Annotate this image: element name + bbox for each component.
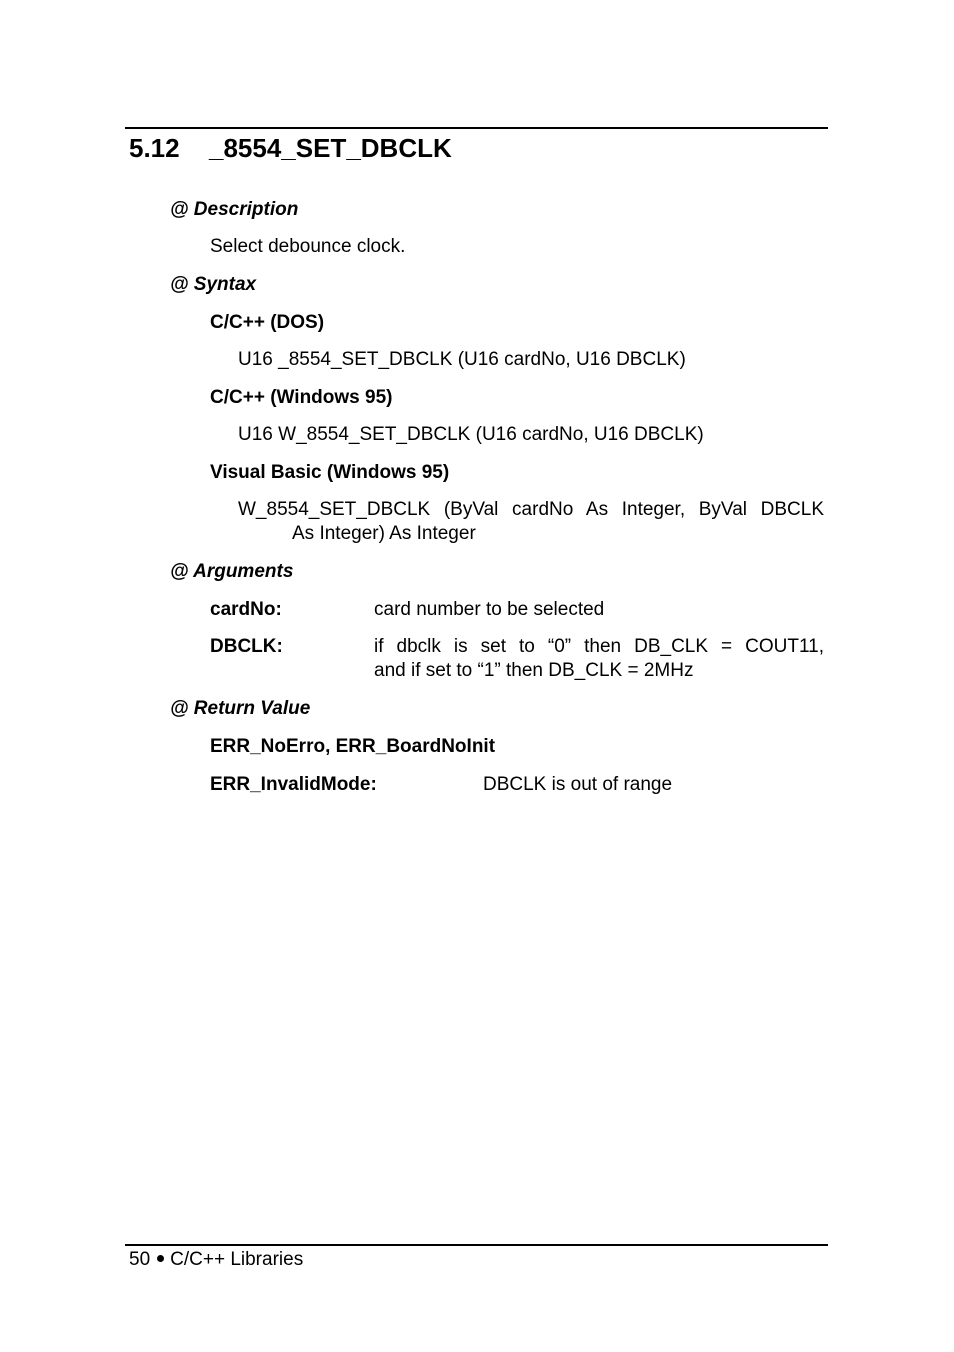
return-invalid-desc: DBCLK is out of range xyxy=(483,774,673,795)
page-footer xyxy=(129,1249,303,1271)
syntax-vb-code-line2: As Integer) As Integer xyxy=(292,523,476,544)
return-codes: ERR_NoErro, ERR_BoardNoInit xyxy=(210,736,496,757)
syntax-dos-code: U16 _8554_SET_DBCLK (U16 cardNo, U16 DBCLK) xyxy=(238,349,686,370)
syntax-win95-code: U16 W_8554_SET_DBCLK (U16 cardNo, U16 DBCLK) xyxy=(238,424,704,445)
argument-name-dbclk: DBCLK: xyxy=(210,636,283,657)
section-number: 5.12 xyxy=(129,133,180,163)
syntax-vb-label: Visual Basic (Windows 95) xyxy=(210,462,450,483)
argument-desc-dbclk-line1: if dbclk is set to “0” then DB_CLK = COUT11, xyxy=(374,636,824,657)
syntax-dos-label: C/C++ (DOS) xyxy=(210,312,325,333)
footer-rule xyxy=(125,1244,828,1246)
argument-name-cardno: cardNo: xyxy=(210,599,282,620)
return-value-heading: @ Return Value xyxy=(170,698,311,719)
footer-section-name: C/C++ Libraries xyxy=(170,1249,304,1270)
syntax-heading: @ Syntax xyxy=(170,274,257,295)
syntax-win95-label: C/C++ (Windows 95) xyxy=(210,387,393,408)
syntax-vb-code-line1: W_8554_SET_DBCLK (ByVal cardNo As Integer, ByVal DBCLK xyxy=(238,499,824,520)
header-rule xyxy=(125,127,828,129)
bullet-icon xyxy=(157,1255,164,1262)
return-invalid-name: ERR_InvalidMode: xyxy=(210,774,377,795)
section-title: _8554_SET_DBCLK xyxy=(209,133,452,163)
description-heading: @ Description xyxy=(170,199,299,220)
page-number: 50 xyxy=(129,1249,151,1270)
argument-desc-dbclk-line2: and if set to “1” then DB_CLK = 2MHz xyxy=(374,660,694,681)
argument-desc-cardno: card number to be selected xyxy=(374,599,605,620)
description-text: Select debounce clock. xyxy=(210,236,406,257)
arguments-heading: @ Arguments xyxy=(170,561,294,582)
